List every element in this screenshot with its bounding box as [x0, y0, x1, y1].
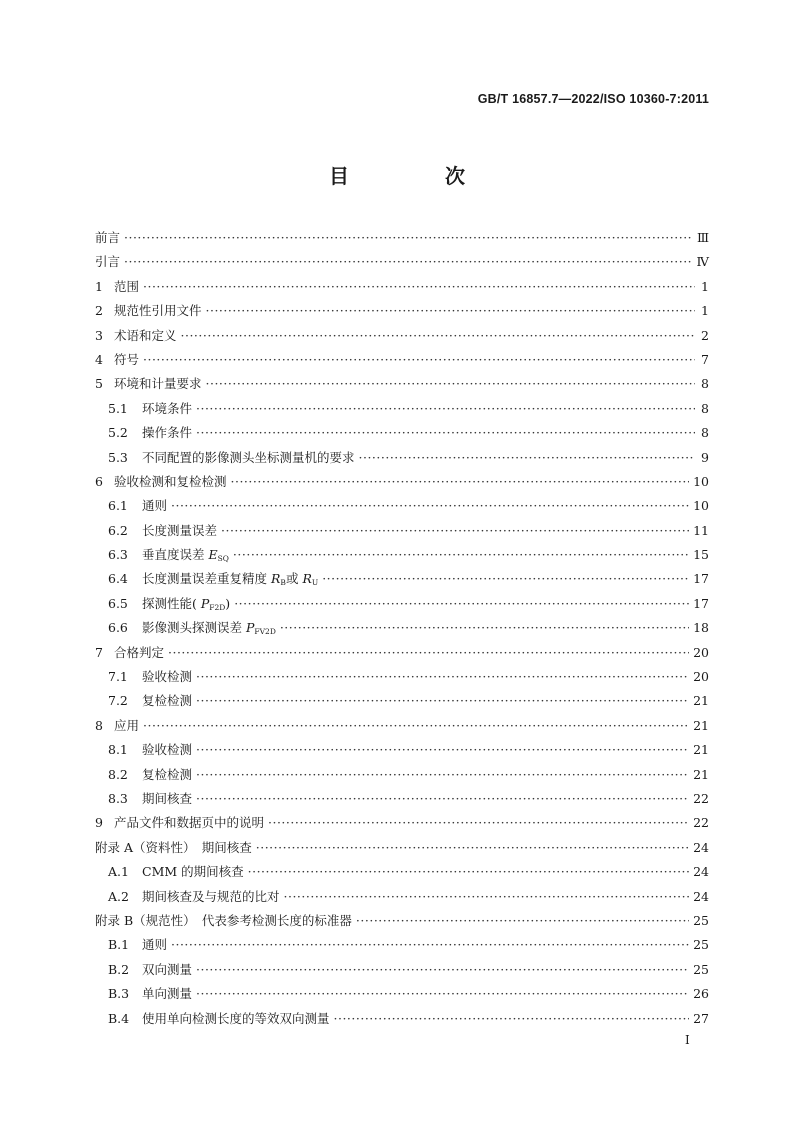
toc-entry-title [142, 665, 192, 689]
toc-entry-title-text: 单向测量 [142, 986, 193, 1002]
toc-entry-title-text: 期间核查及与规范的比对 [142, 888, 280, 904]
toc-entry-title [114, 348, 139, 372]
toc-entry-number: 8.2 [108, 766, 128, 782]
toc-entry-page: 25 [693, 961, 709, 977]
toc-entry[interactable] [95, 885, 709, 909]
toc-entry-number: 8 [95, 717, 103, 733]
toc-entry-title [142, 787, 192, 811]
toc-entry[interactable] [95, 933, 709, 957]
toc-entry-title-text: 环境和计量要求 [114, 376, 202, 392]
toc-entry-number: 5.1 [108, 400, 128, 416]
toc-entry-number: 6.2 [108, 522, 128, 538]
standard-code: GB/T 16857.7—2022/ISO 10360-7:2011 [477, 92, 709, 106]
symbol: P [246, 620, 255, 636]
dot-leader [143, 348, 695, 372]
dot-leader [206, 372, 695, 396]
toc-entry-page: 21 [693, 742, 709, 758]
toc-entry-title-text: 不同配置的影像测头坐标测量机的要求 [142, 449, 355, 465]
toc-entry-page: 9 [701, 449, 709, 465]
toc-entry-page: 21 [693, 693, 709, 709]
dot-leader [196, 787, 689, 811]
toc-entry-title [142, 446, 355, 470]
toc-entry-title-text: 术语和定义 [114, 327, 177, 343]
dot-leader [196, 738, 689, 762]
toc-entry-title [114, 324, 177, 348]
toc-entry-title [95, 909, 352, 933]
toc-entry-title [142, 421, 192, 445]
dot-leader [359, 446, 695, 470]
toc-entry-page: 1 [701, 278, 709, 294]
symbol: R [271, 571, 281, 587]
page-title: 目 次 [329, 164, 503, 188]
dot-leader [334, 1007, 690, 1031]
toc-entry-title-text: 复检检测 [142, 766, 193, 782]
toc-entry-number: 6 [95, 473, 103, 489]
toc-entry-number: 6.4 [108, 571, 128, 587]
dot-leader [280, 616, 689, 640]
toc-entry-title-text: 验收检测和复检检测 [114, 473, 227, 489]
toc-entry-number: 5 [95, 376, 103, 392]
toc-entry[interactable] [95, 446, 709, 470]
toc-entry-page: 20 [693, 644, 709, 660]
toc-entry-page: 18 [693, 620, 709, 636]
toc-entry-title-text: 影像测头探测误差 [142, 620, 243, 636]
dot-leader [356, 909, 689, 933]
toc-entry-title [114, 372, 202, 396]
toc-entry-number: B.1 [108, 937, 130, 953]
toc-entry-page: Ⅲ [696, 230, 709, 245]
toc-entry-title-text: 附录 B（规范性） 代表参考检测长度的标准器 [95, 912, 352, 928]
dot-leader [168, 641, 689, 665]
dot-leader [124, 226, 693, 250]
toc-entry-number: 9 [95, 815, 103, 831]
toc-entry[interactable] [95, 348, 709, 372]
toc-entry[interactable] [95, 714, 709, 738]
dot-leader [322, 567, 689, 591]
toc-entry-number: 8.1 [108, 742, 128, 758]
toc-entry-title-text: 产品文件和数据页中的说明 [114, 815, 265, 831]
toc-entry-title-text: 长度测量误差 [142, 522, 218, 538]
toc-entry-page: 15 [693, 547, 709, 563]
toc-entry[interactable] [95, 860, 709, 884]
toc-entry-title [142, 885, 280, 909]
toc-entry-title [142, 982, 192, 1006]
toc-entry-title [114, 811, 264, 835]
toc-entry-page: 22 [693, 815, 709, 831]
dot-leader [284, 885, 690, 909]
toc-entry-page: 11 [693, 522, 709, 538]
dot-leader [196, 689, 689, 713]
toc-entry-page: 7 [701, 351, 709, 367]
toc-entry-title [142, 933, 167, 957]
toc-entry[interactable] [95, 275, 709, 299]
toc-entry-page: 25 [693, 937, 709, 953]
closing-text: ) [225, 595, 231, 611]
toc-entry-page: 8 [701, 425, 709, 441]
toc-entry-number: 1 [95, 278, 103, 294]
toc-entry-title [142, 860, 244, 884]
toc-entry-title-text: 符号 [114, 351, 140, 367]
dot-leader [124, 250, 692, 274]
toc-entry-title [142, 519, 217, 543]
toc-entry-title [114, 470, 227, 494]
dot-leader [268, 811, 689, 835]
toc-entry[interactable] [95, 567, 709, 591]
toc-entry[interactable] [95, 226, 709, 250]
toc-entry-title [142, 1007, 330, 1031]
toc-entry-number: 7 [95, 644, 103, 660]
symbol-subscript: B [280, 578, 286, 588]
dot-leader [181, 324, 695, 348]
toc-entry-number: 5.3 [108, 449, 128, 465]
dot-leader [234, 592, 689, 616]
toc-entry-title-text: 长度测量误差重复精度 [142, 571, 268, 587]
dot-leader [143, 714, 689, 738]
toc-entry[interactable] [95, 836, 709, 860]
toc-entry-number: A.1 [108, 864, 129, 880]
toc-entry-number: B.2 [108, 961, 130, 977]
dot-leader [248, 860, 689, 884]
toc-entry[interactable] [95, 689, 709, 713]
toc-entry-title [142, 397, 192, 421]
toc-entry[interactable] [95, 372, 709, 396]
toc-entry-page: 26 [693, 986, 709, 1002]
toc-entry-title-text: 验收检测 [142, 669, 193, 685]
toc-entry[interactable] [95, 665, 709, 689]
dot-leader [196, 665, 689, 689]
toc-entry-number: 2 [95, 303, 103, 319]
table-of-contents [95, 226, 709, 1031]
toc-entry-title [95, 250, 120, 274]
symbol-subscript: F2D [209, 602, 226, 612]
toc-entry[interactable] [95, 1007, 709, 1031]
toc-entry-number: B.4 [108, 1010, 130, 1026]
dot-leader [256, 836, 689, 860]
toc-entry-title-text: 验收检测 [142, 742, 193, 758]
toc-entry[interactable] [95, 324, 709, 348]
toc-entry-number: 3 [95, 327, 103, 343]
connector-text: 或 [285, 571, 299, 587]
toc-entry-page: 20 [693, 669, 709, 685]
toc-entry[interactable] [95, 641, 709, 665]
toc-entry[interactable] [95, 958, 709, 982]
toc-entry[interactable] [95, 592, 709, 616]
dot-leader [196, 421, 695, 445]
dot-leader [143, 275, 695, 299]
toc-entry[interactable] [95, 397, 709, 421]
toc-entry-page: 8 [701, 400, 709, 416]
toc-entry-title-text: 通则 [142, 498, 168, 514]
toc-entry-title-text: 操作条件 [142, 425, 193, 441]
toc-entry-page: 1 [701, 303, 709, 319]
toc-entry-title-text: 探测性能( [142, 595, 197, 611]
dot-leader [196, 397, 695, 421]
toc-entry-title-text: 规范性引用文件 [114, 303, 202, 319]
toc-entry-title-text: 垂直度误差 [142, 547, 205, 563]
toc-entry-title-text: 期间核查 [142, 790, 193, 806]
toc-entry-title-text: 双向测量 [142, 961, 193, 977]
toc-entry-number: 8.3 [108, 790, 128, 806]
toc-entry-title-text: 应用 [114, 717, 140, 733]
toc-entry-title [95, 836, 252, 860]
toc-entry-page: 21 [693, 766, 709, 782]
toc-entry-page: 17 [693, 595, 709, 611]
toc-entry-page: 22 [693, 790, 709, 806]
dot-leader [196, 958, 689, 982]
toc-entry-number: 6.1 [108, 498, 128, 514]
toc-entry[interactable] [95, 763, 709, 787]
toc-entry[interactable] [95, 811, 709, 835]
toc-entry-title-text: 引言 [95, 254, 121, 270]
toc-entry-page: 24 [693, 888, 709, 904]
symbol: E [208, 547, 218, 563]
toc-entry-page: Ⅳ [696, 254, 709, 270]
toc-entry-title-text: 复检检测 [142, 693, 193, 709]
dot-leader [233, 543, 689, 567]
toc-entry-title [142, 738, 192, 762]
toc-entry[interactable] [95, 787, 709, 811]
toc-entry[interactable] [95, 909, 709, 933]
toc-entry-page: 25 [693, 912, 709, 928]
toc-entry-page: 10 [693, 473, 709, 489]
toc-entry[interactable] [95, 494, 709, 518]
dot-leader [231, 470, 690, 494]
toc-entry[interactable] [95, 738, 709, 762]
toc-entry-page: 8 [701, 376, 709, 392]
toc-entry-number: A.2 [108, 888, 129, 904]
dot-leader [196, 763, 689, 787]
dot-leader [196, 982, 689, 1006]
dot-leader [206, 299, 695, 323]
toc-entry-page: 21 [693, 717, 709, 733]
page-number: I [685, 1033, 690, 1047]
dot-leader [171, 933, 689, 957]
symbol-subscript: U [311, 578, 319, 588]
symbol: R [302, 571, 312, 587]
toc-entry[interactable] [95, 299, 709, 323]
toc-entry-title-text: 前言 [95, 230, 121, 245]
toc-entry-title-text: 通则 [142, 937, 168, 953]
toc-entry-page: 17 [693, 571, 709, 587]
toc-entry-page: 10 [693, 498, 709, 514]
toc-entry-title [142, 689, 192, 713]
toc-entry-number: 4 [95, 351, 103, 367]
toc-entry-title [114, 714, 139, 738]
symbol-subscript: FV2D [254, 627, 276, 637]
toc-entry-page: 24 [693, 839, 709, 855]
toc-entry-title-text: 附录 A（资料性） 期间核查 [95, 839, 252, 855]
toc-entry[interactable] [95, 421, 709, 445]
toc-entry-title-text: 合格判定 [114, 644, 165, 660]
toc-entry-number: 5.2 [108, 425, 128, 441]
symbol-subscript: SQ [217, 554, 229, 564]
toc-entry-title-text: 范围 [114, 278, 140, 294]
toc-entry-page: 27 [693, 1010, 709, 1026]
dot-leader [221, 519, 689, 543]
toc-entry[interactable] [95, 470, 709, 494]
toc-entry-number: B.3 [108, 986, 130, 1002]
toc-entry-number: 7.1 [108, 669, 128, 685]
toc-entry-number: 6.5 [108, 595, 128, 611]
toc-entry[interactable] [95, 543, 709, 567]
toc-entry-title [142, 763, 192, 787]
toc-entry-number: 6.3 [108, 547, 128, 563]
toc-entry-title-text: CMM 的期间核查 [142, 864, 244, 880]
toc-entry-title [114, 275, 139, 299]
toc-entry[interactable] [95, 982, 709, 1006]
toc-entry-title [95, 226, 120, 250]
toc-entry[interactable] [95, 519, 709, 543]
toc-entry-title [142, 958, 192, 982]
toc-entry-number: 6.6 [108, 620, 128, 636]
toc-entry[interactable] [95, 616, 709, 640]
toc-entry-page: 24 [693, 864, 709, 880]
symbol: P [200, 595, 210, 611]
toc-entry-title-text: 使用单向检测长度的等效双向测量 [142, 1010, 330, 1026]
toc-entry-title [114, 641, 164, 665]
toc-entry-page: 2 [701, 327, 709, 343]
toc-entry[interactable] [95, 250, 709, 274]
dot-leader [171, 494, 689, 518]
toc-entry-number: 7.2 [108, 693, 128, 709]
toc-entry-title [142, 494, 167, 518]
toc-entry-title-text: 环境条件 [142, 400, 193, 416]
toc-entry-title [114, 299, 202, 323]
